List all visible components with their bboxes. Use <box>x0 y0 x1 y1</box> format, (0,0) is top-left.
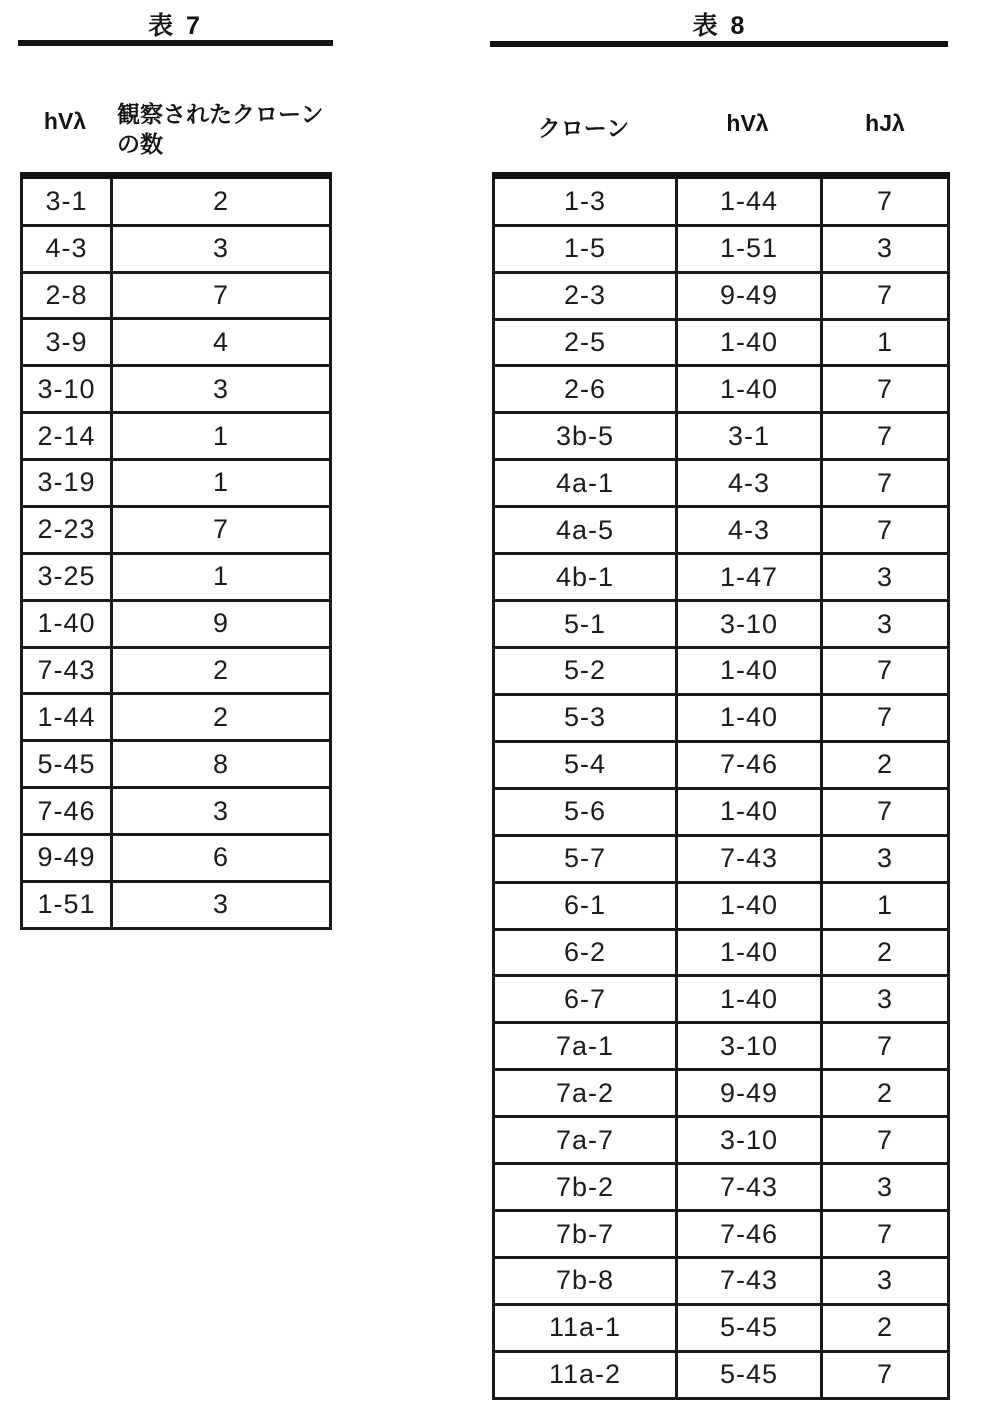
table-cell: 1-40 <box>677 882 822 929</box>
table-row <box>494 1070 949 1117</box>
table-cell: 6-7 <box>494 976 677 1023</box>
table-cell: 7a-7 <box>494 1117 677 1164</box>
table-row <box>494 1257 949 1304</box>
table-row <box>494 788 949 835</box>
table-cell: 4-3 <box>677 460 822 507</box>
table-cell: 3-10 <box>677 1023 822 1070</box>
table-cell: 6-2 <box>494 929 677 976</box>
table-row <box>494 460 949 507</box>
table-row <box>494 225 949 272</box>
table-row <box>494 554 949 601</box>
table-cell: 7 <box>822 1117 949 1164</box>
table7-header-observed-clones-line2: の数 <box>117 131 163 157</box>
table-cell: 1 <box>112 553 331 600</box>
table-row <box>494 319 949 366</box>
table-row <box>494 507 949 554</box>
table-cell: 6 <box>112 835 331 882</box>
table-cell: 7-46 <box>22 788 112 835</box>
table-cell: 9-49 <box>22 835 112 882</box>
table-cell: 7b-8 <box>494 1257 677 1304</box>
table-row <box>22 413 331 460</box>
table-row <box>494 1211 949 1258</box>
table-cell: 7 <box>822 366 949 413</box>
table-row <box>494 882 949 929</box>
table-row <box>494 413 949 460</box>
table-cell: 3 <box>822 601 949 648</box>
table-cell: 7 <box>822 1023 949 1070</box>
table-cell: 3 <box>112 881 331 928</box>
table8-header-hvl: hVλ <box>726 110 769 136</box>
table-row <box>494 1117 949 1164</box>
table-cell: 2 <box>822 1304 949 1351</box>
table-row <box>494 647 949 694</box>
table-cell: 6-1 <box>494 882 677 929</box>
table-cell: 4-3 <box>677 507 822 554</box>
table-cell: 3 <box>822 554 949 601</box>
table-cell: 3b-5 <box>494 413 677 460</box>
table-cell: 1-40 <box>677 319 822 366</box>
table8-header-clone: クローン <box>537 115 630 141</box>
table-cell: 5-45 <box>22 741 112 788</box>
table-cell: 1-51 <box>22 881 112 928</box>
table-row <box>494 741 949 788</box>
table-cell: 5-1 <box>494 601 677 648</box>
table-cell: 1-5 <box>494 225 677 272</box>
table-row <box>494 1351 949 1398</box>
table7-header-observed-clones <box>117 99 324 159</box>
table-cell: 7-43 <box>677 835 822 882</box>
table-cell: 5-45 <box>677 1351 822 1398</box>
table-row <box>494 976 949 1023</box>
table-cell: 7 <box>112 272 331 319</box>
table-row <box>22 741 331 788</box>
table-cell: 7a-1 <box>494 1023 677 1070</box>
table-cell: 8 <box>112 741 331 788</box>
table-cell: 11a-1 <box>494 1304 677 1351</box>
table8-title: 表 8 <box>692 12 748 40</box>
table-cell: 7-46 <box>677 741 822 788</box>
table-cell: 1-44 <box>22 694 112 741</box>
table-cell: 5-7 <box>494 835 677 882</box>
table-cell: 7-43 <box>677 1164 822 1211</box>
table7-title: 表 7 <box>148 12 203 40</box>
table-cell: 1-40 <box>677 929 822 976</box>
table-cell: 3 <box>112 366 331 413</box>
table-cell: 4a-5 <box>494 507 677 554</box>
table-cell: 2 <box>822 929 949 976</box>
table-cell: 2-14 <box>22 413 112 460</box>
table-row <box>22 460 331 507</box>
table-cell: 2-5 <box>494 319 677 366</box>
table-cell: 3-19 <box>22 460 112 507</box>
table-row <box>494 694 949 741</box>
table-row <box>22 788 331 835</box>
table-cell: 1 <box>112 413 331 460</box>
table-cell: 2 <box>112 647 331 694</box>
table-cell: 1-47 <box>677 554 822 601</box>
table-row <box>494 1023 949 1070</box>
table-cell: 7 <box>822 507 949 554</box>
table-cell: 5-6 <box>494 788 677 835</box>
table-cell: 1-40 <box>677 366 822 413</box>
table-cell: 1-3 <box>494 176 677 226</box>
table7-body <box>22 176 331 929</box>
table-cell: 3 <box>822 1257 949 1304</box>
table-cell: 4 <box>112 319 331 366</box>
table-cell: 3-10 <box>677 1117 822 1164</box>
table-cell: 4-3 <box>22 225 112 272</box>
table-row <box>494 835 949 882</box>
table-cell: 3-25 <box>22 553 112 600</box>
table-row <box>494 272 949 319</box>
table8-grid <box>492 172 950 1400</box>
table-row <box>494 176 949 226</box>
table-row <box>22 272 331 319</box>
table-cell: 1-51 <box>677 225 822 272</box>
table-cell: 9 <box>112 600 331 647</box>
table-cell: 7 <box>822 788 949 835</box>
table-cell: 7 <box>112 506 331 553</box>
table-cell: 2 <box>822 1070 949 1117</box>
table-cell: 2 <box>112 694 331 741</box>
table-cell: 2-6 <box>494 366 677 413</box>
table-cell: 4b-1 <box>494 554 677 601</box>
table-cell: 9-49 <box>677 272 822 319</box>
table-cell: 1 <box>822 319 949 366</box>
table-row <box>22 506 331 553</box>
table-cell: 3-1 <box>22 176 112 226</box>
table-cell: 7 <box>822 647 949 694</box>
table7-title-rule <box>18 40 333 46</box>
table8-body <box>494 176 949 1399</box>
table-cell: 1-40 <box>677 694 822 741</box>
table-row <box>494 601 949 648</box>
table-cell: 2-3 <box>494 272 677 319</box>
table-cell: 2 <box>822 741 949 788</box>
table7-header-observed-clones-line1: 観察されたクローン <box>117 101 324 127</box>
table-cell: 7 <box>822 176 949 226</box>
table-row <box>22 176 331 226</box>
table-cell: 5-3 <box>494 694 677 741</box>
table-cell: 1-44 <box>677 176 822 226</box>
table-cell: 9-49 <box>677 1070 822 1117</box>
table8-header-hjl: hJλ <box>865 110 905 136</box>
table-cell: 3-1 <box>677 413 822 460</box>
table-row <box>22 835 331 882</box>
table-row <box>22 881 331 928</box>
table7-grid <box>20 172 332 930</box>
table-cell: 5-4 <box>494 741 677 788</box>
table-cell: 3-9 <box>22 319 112 366</box>
table-cell: 3 <box>822 1164 949 1211</box>
table-cell: 2-23 <box>22 506 112 553</box>
table-cell: 1 <box>822 882 949 929</box>
table-row <box>22 553 331 600</box>
table-cell: 7 <box>822 272 949 319</box>
table-cell: 4a-1 <box>494 460 677 507</box>
table-row <box>22 319 331 366</box>
table-cell: 1-40 <box>677 976 822 1023</box>
table-cell: 3 <box>112 788 331 835</box>
table-cell: 5-2 <box>494 647 677 694</box>
table-cell: 7 <box>822 694 949 741</box>
table-cell: 7 <box>822 413 949 460</box>
table-row <box>22 694 331 741</box>
table-cell: 1-40 <box>22 600 112 647</box>
table-cell: 7a-2 <box>494 1070 677 1117</box>
table-cell: 1-40 <box>677 647 822 694</box>
table-row <box>22 225 331 272</box>
table-cell: 3 <box>112 225 331 272</box>
table-cell: 7-43 <box>677 1257 822 1304</box>
table-cell: 7-43 <box>22 647 112 694</box>
table-cell: 3 <box>822 835 949 882</box>
table-cell: 5-45 <box>677 1304 822 1351</box>
table-cell: 3 <box>822 976 949 1023</box>
table-cell: 7 <box>822 460 949 507</box>
table-row <box>494 929 949 976</box>
table-cell: 3-10 <box>22 366 112 413</box>
table8-title-rule <box>490 41 948 47</box>
table-cell: 3 <box>822 225 949 272</box>
table-cell: 1 <box>112 460 331 507</box>
table-cell: 7-46 <box>677 1211 822 1258</box>
table-cell: 1-40 <box>677 788 822 835</box>
table-cell: 7b-2 <box>494 1164 677 1211</box>
table-row <box>22 647 331 694</box>
table-row <box>494 366 949 413</box>
table-cell: 7b-7 <box>494 1211 677 1258</box>
table-cell: 11a-2 <box>494 1351 677 1398</box>
table-cell: 3-10 <box>677 601 822 648</box>
table-cell: 7 <box>822 1211 949 1258</box>
table-cell: 2-8 <box>22 272 112 319</box>
table-cell: 7 <box>822 1351 949 1398</box>
table-cell: 2 <box>112 176 331 226</box>
table-row <box>22 366 331 413</box>
table-row <box>494 1304 949 1351</box>
table-row <box>22 600 331 647</box>
table-row <box>494 1164 949 1211</box>
table7-header-hvl: hVλ <box>43 108 87 134</box>
